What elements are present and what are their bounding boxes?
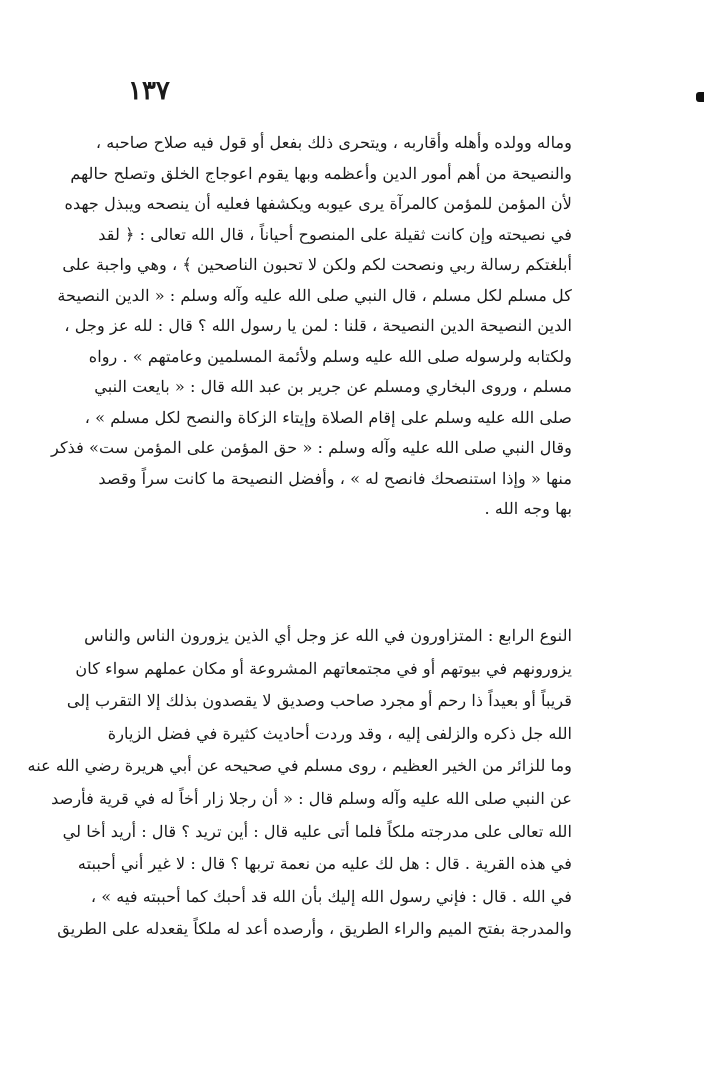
text-line: في نصيحته وإن كانت ثقيلة على المنصوح أحياناً ، قال الله تعالى : ﴿ لقد <box>98 224 572 244</box>
text-line: والنصيحة من أهم أمور الدين وأعظمه وبها يقوم اعوجاج الخلق وتصلح حالهم <box>70 163 572 183</box>
text-line: صلى الله عليه وسلم على إقام الصلاة وإيتاء الزكاة والنصح لكل مسلم » ، <box>84 407 572 427</box>
page-edge-mark <box>696 92 704 102</box>
text-line: في الله . قال : فإني رسول الله إليك بأن الله قد أحبك كما أحببته فيه » ، <box>90 886 572 906</box>
text-line: عن النبي صلى الله عليه وآله وسلم قال : « أن رجلا زار أخاً له في قرية فأرصد <box>51 788 572 808</box>
text-line: وماله وولده وأهله وأقاربه ، ويتحرى ذلك بفعل أو قول فيه صلاح صاحبه ، <box>95 133 572 152</box>
text-line: الله جل ذكره والزلفى إليه ، وقد وردت أحاديث كثيرة في فضل الزيارة <box>107 723 572 743</box>
text-line: لأن المؤمن للمؤمن كالمرآة يرى عيوبه ويكشفها فعليه أن ينصحه ويبذل جهده <box>64 194 572 213</box>
text-line: قريباً أو بعيداً ذا رحم أو مجرد صاحب وصديق لا يقصدون بذلك إلا التقرب إلى <box>66 691 572 711</box>
text-line-last: بها وجه الله . <box>484 499 572 518</box>
text-line: وقال النبي صلى الله عليه وآله وسلم : « حق المؤمن على المؤمن ست» فذكر <box>51 438 572 457</box>
text-line: في هذه القرية . قال : هل لك عليه من نعمة تربها ؟ قال : لا غير أني أحببته <box>77 854 572 874</box>
text-line: النوع الرابع : المتزاورون في الله عز وجل أي الذين يزورون الناس والناس <box>84 626 572 645</box>
text-line: كل مسلم لكل مسلم ، قال النبي صلى الله عليه وآله وسلم : « الدين النصيحة <box>57 285 572 305</box>
text-line: وما للزائر من الخير العظيم ، روى مسلم في صحيحه عن أبي هريرة رضي الله عنه <box>27 756 572 776</box>
paragraph-visiting <box>27 620 572 946</box>
paragraph-advice <box>51 128 572 525</box>
page-number: ١٣٧ <box>128 76 170 106</box>
text-line: منها « وإذا استنصحك فانصح له » ، وأفضل النصيحة ما كانت سراً وقصد <box>98 468 572 488</box>
text-line: الدين النصيحة الدين النصيحة ، قلنا : لمن يا رسول الله ؟ قال : لله عز وجل ، <box>64 316 572 335</box>
text-line: ولكتابه ولرسوله صلى الله عليه وسلم ولأئمة المسلمين وعامتهم » . رواه <box>88 346 572 366</box>
text-line: والمدرجة بفتح الميم والراء الطريق ، وأرصده أعد له ملكاً يقعدله على الطريق <box>57 919 572 939</box>
text-line: مسلم ، وروى البخاري ومسلم عن جرير بن عبد الله قال : « بايعت النبي <box>94 377 572 396</box>
text-line: يزورونهم في بيوتهم أو في مجتمعاتهم المشروعة أو مكان عملهم سواء كان <box>75 658 572 678</box>
text-line: أبلغتكم رسالة ربي ونصحت لكم ولكن لا تحبون الناصحين ﴾ ، وهي واجبة على <box>62 255 572 274</box>
text-line: الله تعالى على مدرجته ملكاً فلما أتى عليه قال : أين تريد ؟ قال : أريد أخا لي <box>62 821 572 841</box>
